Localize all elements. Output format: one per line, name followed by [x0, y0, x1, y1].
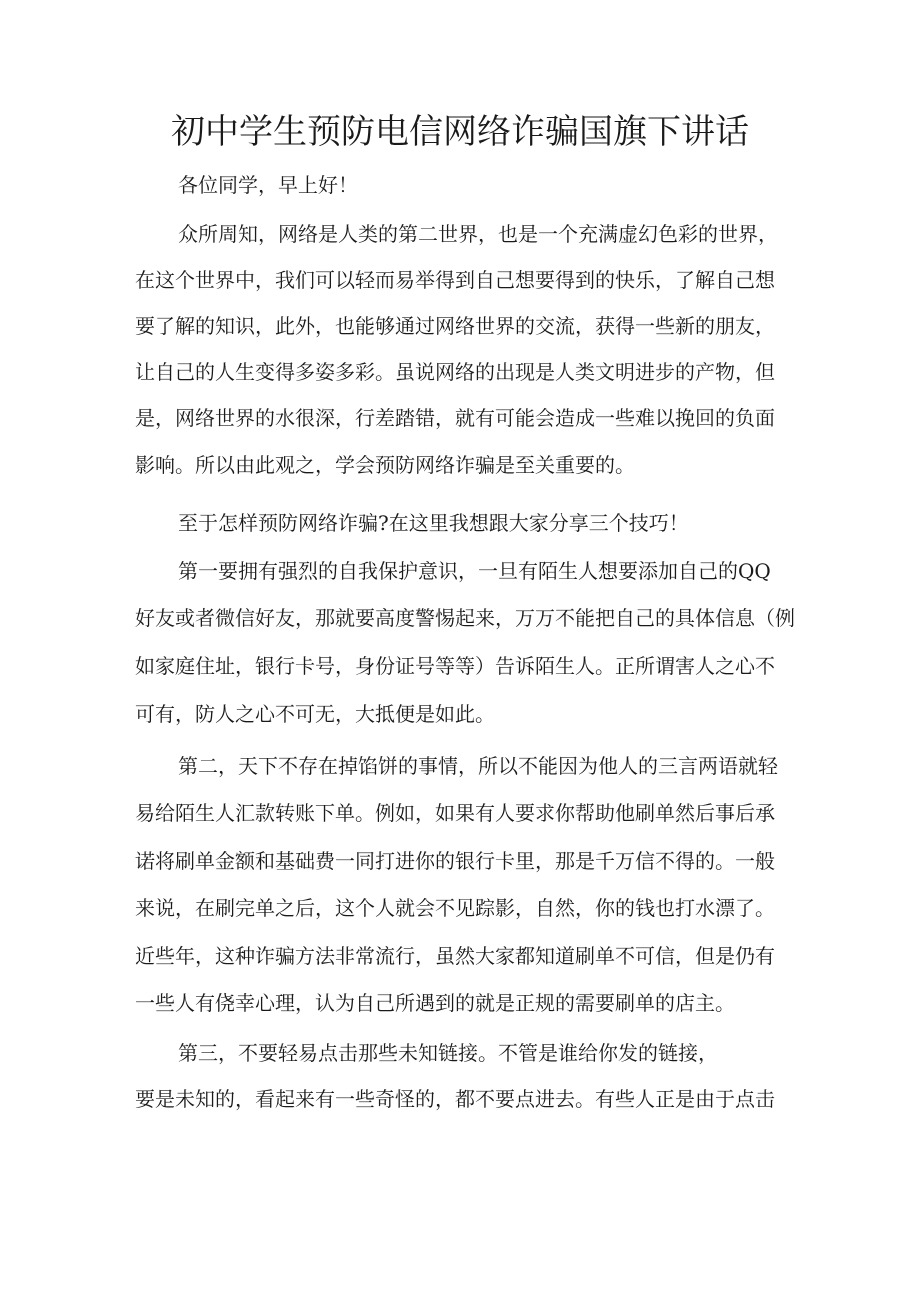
paragraph-line: 影响。所以由此观之，学会预防网络诈骗是至关重要的。	[135, 453, 635, 477]
paragraph-line: 要是未知的，看起来有一些奇怪的，都不要点进去。有些人正是由于点击	[135, 1087, 775, 1111]
paragraph-line: 好友或者微信好友，那就要高度警惕起来，万万不能把自己的具体信息（例	[135, 606, 795, 630]
paragraph-line: 至于怎样预防网络诈骗?在这里我想跟大家分享三个技巧！	[178, 511, 689, 535]
paragraph-line: 在这个世界中，我们可以轻而易举得到自己想要得到的快乐，了解自己想	[135, 268, 775, 292]
paragraph-line: 要了解的知识，此外，也能够通过网络世界的交流，获得一些新的朋友，	[135, 314, 775, 338]
page-title: 初中学生预防电信网络诈骗国旗下讲话	[171, 112, 749, 152]
paragraph-line: 诺将刷单金额和基础费一同打进你的银行卡里，那是千万信不得的。一般	[135, 849, 775, 873]
paragraph-line: 易给陌生人汇款转账下单。例如，如果有人要求你帮助他刷单然后事后承	[135, 801, 775, 825]
greeting-line: 各位同学，早上好！	[178, 173, 358, 197]
paragraph-line: 来说，在刷完单之后，这个人就会不见踪影，自然，你的钱也打水漂了。	[135, 896, 775, 920]
paragraph-line: 第一要拥有强烈的自我保护意识，一旦有陌生人想要添加自己的QQ	[178, 559, 771, 583]
paragraph-line: 第二，天下不存在掉馅饼的事情，所以不能因为他人的三言两语就轻	[178, 754, 778, 778]
paragraph-line: 近些年，这种诈骗方法非常流行，虽然大家都知道刷单不可信，但是仍有	[135, 944, 775, 968]
paragraph-line: 众所周知，网络是人类的第二世界，也是一个充满虚幻色彩的世界，	[178, 222, 778, 246]
paragraph-line: 可有，防人之心不可无，大抵便是如此。	[135, 702, 495, 726]
paragraph-line: 是，网络世界的水很深，行差踏错，就有可能会造成一些难以挽回的负面	[135, 406, 775, 430]
paragraph-line: 第三，不要轻易点击那些未知链接。不管是谁给你发的链接，	[178, 1041, 718, 1065]
paragraph-line: 一些人有侥幸心理，认为自己所遇到的就是正规的需要刷单的店主。	[135, 991, 735, 1015]
paragraph-line: 如家庭住址，银行卡号，身份证号等等）告诉陌生人。正所谓害人之心不	[135, 654, 775, 678]
paragraph-line: 让自己的人生变得多姿多彩。虽说网络的出现是人类文明进步的产物，但	[135, 360, 775, 384]
